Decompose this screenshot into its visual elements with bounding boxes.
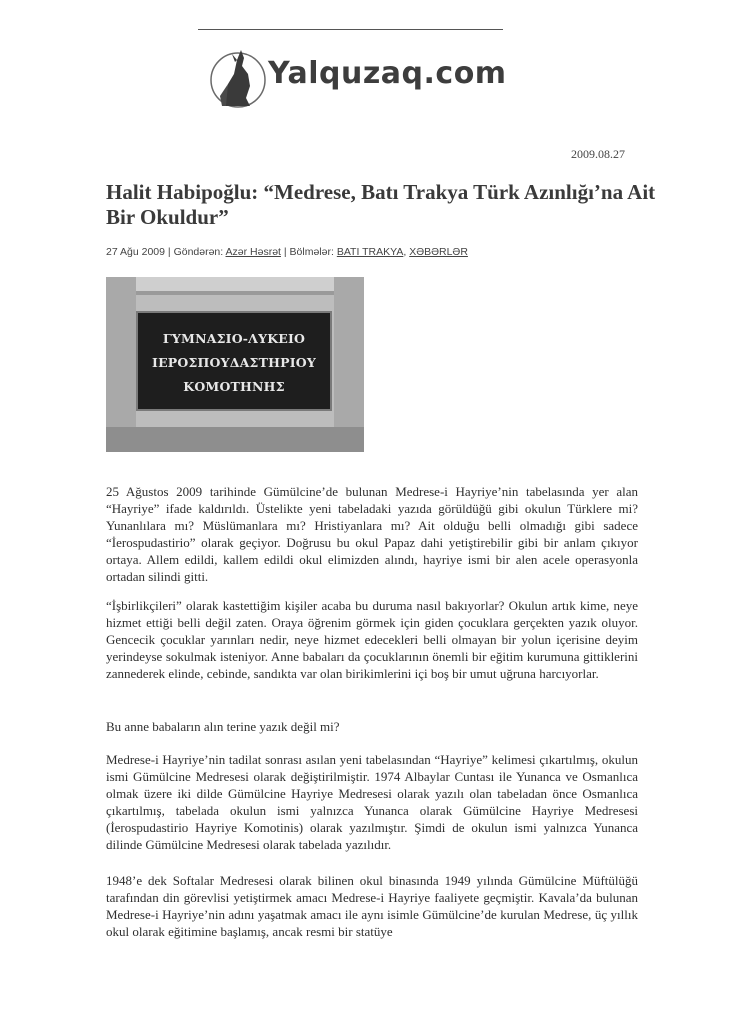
sign-line-3: ΚΟΜΟΤΗΝΗΣ xyxy=(183,379,285,394)
top-divider xyxy=(198,29,503,30)
meta-separator: | xyxy=(283,246,287,258)
meta-separator: | xyxy=(167,246,171,258)
meta-date: 27 Ağu 2009 xyxy=(106,246,165,258)
paragraph-5: 1948’e dek Softalar Medresesi olarak bilinen okul binasında 1949 yılında Gümülcine Müftülüğü tarafından din görevlisi yetiştirmek amacı Medrese-i Hayriye faaliyete geçmiştir. Kavala’da bulunan Medrese-i Hayriye’nin adını yaşatmak amacı ile aynı isimle Gümülcine’de kurulan Medrese, üç yıllık okul olarak eğitimine başlamış, ancak resmi bir statüye xyxy=(106,873,638,939)
paragraph-4: Medrese-i Hayriye’nin tadilat sonrası asılan yeni tabelasından “Hayriye” kelimesi çıkartılmış, okulun ismi Gümülcine Medresesi olarak değiştirilmiştir. 1974 Albaylar Cuntası ile Yunanca ve Osmanlıca olmak üzere iki dilde Gümülcine Hayriye Medresesi olarak yazılı olan tabeladan önce Osmanlıca çıkartılmış, tabelada okulun ismi yalnızca Yunanca olarak Gümülcine Hayriye Medresesi (İerospudastirio Hayriye Komotinis) olarak yazılmıştır. Şimdi de okulun ismi yalnızca Yunanca dilinde Gümülcine Medresesi olarak tabelada yazılıdır. xyxy=(106,752,638,852)
greek-school-sign xyxy=(136,311,332,411)
site-logo[interactable] xyxy=(208,40,508,116)
site-name: Yalquzaq.com xyxy=(268,56,507,91)
article-meta: 27 Ağu 2009 | Göndərən: Azər Həsrət | Bölmələr: BATI TRAKYA, XƏBƏRLƏR xyxy=(106,246,468,258)
sign-line-2: ΙΕΡΟΣΠΟΥΔΑΣΤΗΡΙΟΥ xyxy=(152,355,316,370)
article-title: Halit Habipoğlu: “Medrese, Batı Trakya Türk Azınlığı’na Ait Bir Okuldur” xyxy=(106,180,656,229)
meta-sections-label: Bölmələr: xyxy=(289,246,334,258)
meta-sender-link[interactable]: Azər Həsrət xyxy=(225,246,281,258)
meta-section-link-2[interactable]: XƏBƏRLƏR xyxy=(409,246,468,258)
paragraph-2: “İşbirlikçileri” olarak kastettiğim kişiler acaba bu duruma nasıl bakıyorlar? Okulun artık kime, neye hizmet ettiği belli değil zaten. Oraya öğrenim görmek için giden çocuklara gerçekten yazık oluyor. Gencecik çocuklar yarınları nedir, neye hizmet edecekleri belli olmayan bir yolun içerisine deyim yerindeyse sokulmak isteniyor. Anne babaları da çocuklarının önemli bir eğitim kurumuna gittiklerini zannederek elinde, cebinde, sandıkta var olan birikimlerini içi boş bir umut uğruna harcıyorlar. xyxy=(106,598,638,681)
meta-section-link-1[interactable]: BATI TRAKYA xyxy=(336,246,404,258)
article-photo xyxy=(106,277,364,452)
howling-wolf-icon xyxy=(208,40,268,116)
meta-sender-label: Göndərən: xyxy=(173,246,224,258)
publish-date: 2009.08.27 xyxy=(571,147,625,161)
sign-line-1: ΓΥΜΝΑΣΙΟ-ΛΥΚΕΙΟ xyxy=(162,331,306,346)
paragraph-1: 25 Ağustos 2009 tarihinde Gümülcine’de bulunan Medrese-i Hayriye’nin tabelasında yer alan “Hayriye” ifade kaldırıldı. Üstelikte yeni tabeladaki yazıda görüldüğü gibi okulun Türklere mi? Yunanlılara mı? Müslümanlara mı? Hristiyanlara mı? Ait olduğu belli olmadığı gibi sadece “İerospudastirio” olarak geçiyor. Doğrusu bu okul Papaz dahi yetiştirebilir gibi bir anlam çıkıyor ortaya. Allem edildi, kallem edildi okul elimizden alındı, hayriye ismi bir alen acele operasyonla ortadan silindi gitti. xyxy=(106,484,638,584)
paragraph-3: Bu anne babaların alın terine yazık değil mi? xyxy=(106,719,340,734)
